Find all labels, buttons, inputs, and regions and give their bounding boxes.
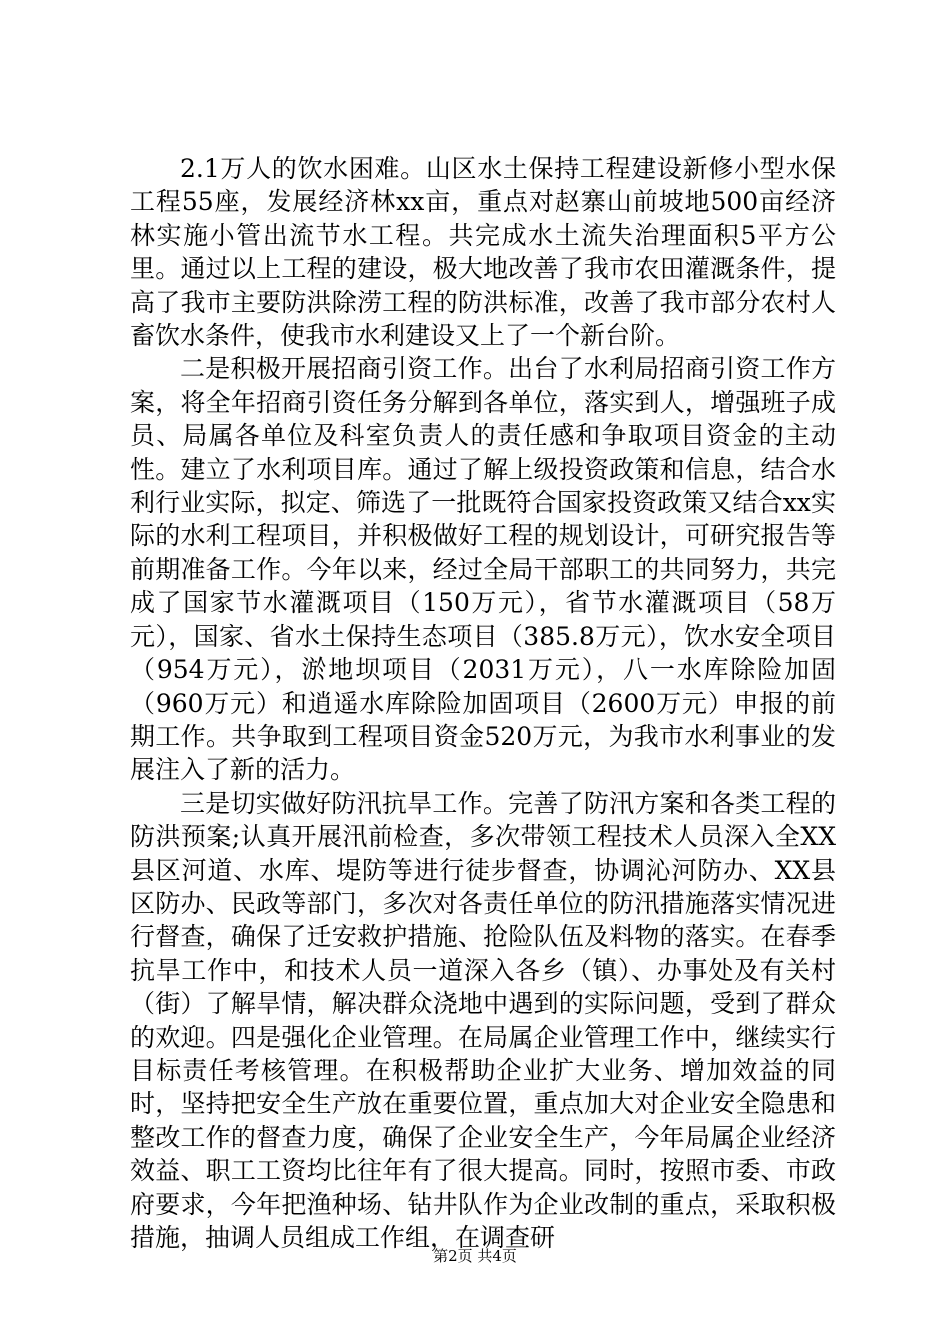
document-body [130,152,836,1254]
page-footer: 第2页 共4页 [433,1247,517,1265]
paragraph-1: 2.1万人的饮水困难。山区水土保持工程建设新修小型水保工程55座，发展经济林xx亩，重点对赵寨山前坡地500亩经济林实施小管出流节水工程。共完成水土流失治理面积5平方公里。通过以上工程的建设，极大地改善了我市农田灌溉条件，提高了我市主要防洪除涝工程的防洪标准，改善了我市部分农村人畜饮水条件，使我市水利建设又上了一个新台阶。 [130,154,836,351]
paragraph-3: 三是切实做好防汛抗旱工作。完善了防汛方案和各类工程的防洪预案;认真开展汛前检查，多次带领工程技术人员深入全XX县区河道、水库、堤防等进行徒步督查，协调沁河防办、XX县区防办、民政等部门，多次对各责任单位的防汛措施落实情况进行督查，确保了迁安救护措施、抢险队伍及料物的落实。在春季抗旱工作中，和技术人员一道深入各乡（镇）、办事处及有关村（街）了解旱情，解决群众浇地中遇到的实际问题，受到了群众的欢迎。四是强化企业管理。在局属企业管理工作中，继续实行目标责任考核管理。在积极帮助企业扩大业务、增加效益的同时，坚持把安全生产放在重要位置，重点加大对企业安全隐患和整改工作的督查力度，确保了企业安全生产，今年局属企业经济效益、职工工资均比往年有了很大提高。同时，按照市委、市政府要求，今年把渔种场、钻井队作为企业改制的重点，采取积极措施，抽调人员组成工作组，在调查研 [130,788,836,1252]
paragraph-2: 二是积极开展招商引资工作。出台了水利局招商引资工作方案，将全年招商引资任务分解到各单位，落实到人，增强班子成员、局属各单位及科室负责人的责任感和争取项目资金的主动性。建立了水利项目库。通过了解上级投资政策和信息，结合水利行业实际，拟定、筛选了一批既符合国家投资政策又结合xx实际的水利工程项目，并积极做好工程的规划设计，可研究报告等前期准备工作。今年以来，经过全局干部职工的共同努力，共完成了国家节水灌溉项目（150万元），省节水灌溉项目（58万元），国家、省水土保持生态项目（385.8万元），饮水安全项目（954万元），淤地坝项目（2031万元），八一水库除险加固（960万元）和逍遥水库除险加固项目（2600万元）申报的前期工作。共争取到工程项目资金520万元，为我市水利事业的发展注入了新的活力。 [130,354,836,785]
